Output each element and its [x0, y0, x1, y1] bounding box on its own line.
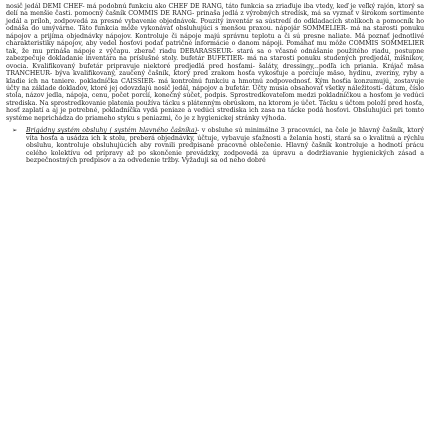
document-page	[6, 3, 424, 165]
brigade-system-item	[6, 127, 424, 164]
arrow-bullet-icon: ➢	[12, 127, 18, 135]
brigade-system-text: - v obsluhe sú minimálne 3 pracovníci, na čele je hlavný čašník, ktorý víta hosťa a usádza ich k stolu, preberá objednávky, účtuje, vybavuje sťažnosti a želania hosti, stará sa o kvalitnú a rýchlu obsluhu, kontroluje obsluhujúcich aby rovnili predpisané pracovné oblečenie. Hlavný čašník kontroluje a hodnotí prácu celého kolektívu od prípravy až po skončenie prevádzky, zodpovedá za úpravu a dodržiavanie hygienických zásad a bezpečnostných predpisov a za odvedenie tržby. Vyžaduji sa od neho dobré	[26, 127, 424, 165]
brigade-system-heading: Brigádny systém obsluhy ( systém hlavného čašníka)	[26, 127, 198, 135]
roles-paragraph: nosič jedál DEMI CHEF- má podobnú funkciu ako CHEF DE RANG, táto funkcia sa zriaďuje iba vtedy, keď je veľký rajón, ktorý sa delí na menšie časti. pomocný čašník COMMIS DE RANG- prinaša jedlá z výrobných stredísk, má sa vyznať v širokom sortimente jedál a príloh, zodpovedá za presné vybavenie objednávok. Pouzitý inventár sa sústredí do odkladacích stolíkoch a pomocník ho odnáša do umývárne. Táto funkcia môže vykonávať obsluhujúci s menšou praxou. nápojár SOMMELIER- má na starosti ponuku nápojov a prijíma objednávky nápojov. Kontroluje či nápoje majú správnu teplotu a či sú presne naliate. Má poznať jednotlivé charakteristiky nápojov, aby vedel hosťovi podať patričné informácie o danom nápoji. Pomáhať mu môže COMMIS SOMMELIER tak, že mu prináša nápoje z výčapu. zberač riadu DEBARASSEUR- stará sa o včasné odnášanie použitého riadu, postupne zabezpečuje dokladanie inventára na príslušné stoly. bufetár BUFETIER- má na starosti ponuku studených predjedál, míšnikov, ovocia. Kvalifikovaný bufetár pripravuje niektoré predjedlá pred hosťami- šaláty, dressingy,..podľa ich priania. Krájač mäsa TRANCHEUR- býva kvalifikovaný, zaučený čašník, ktorý pred zrakom hosťa vykosťuje a porciuje mäso, hydinu, zveriny, ryby a kladie ich na taniere. pokladníčka CAISSIER- má kontrolnú funkciu a hmotnú zodpovednosť. Kým hosťia konzumujú, zostavuje účty na základe dokladov, ktoré jej odovzdajú nosič jedál, nápojov a bufetár. Účty musia obsahovať všetky náležitosti- dátum, číslo stola, názov jedla, nápoja, cenu, počet porcií, konečný súčet, podpis. Sprostredkovateľom medzi pokladníčkou a hosťom je vedúci strediska. Na sprostredkovanie platenia používa tácku s plátenným obrúskom, na ktorom je účet. Tácku s účtom položí pred hosťa, hosť zaplatí a aj je potrebné, pokladníčka vydá peniaze a vedúci strediska ich zasa na tácke podá hosťovi. Obsluhujúci pri tomto systéme neprichádza do priameho styku s peniazmi, čo je z hygienickej stránky výhoda.	[6, 3, 424, 122]
